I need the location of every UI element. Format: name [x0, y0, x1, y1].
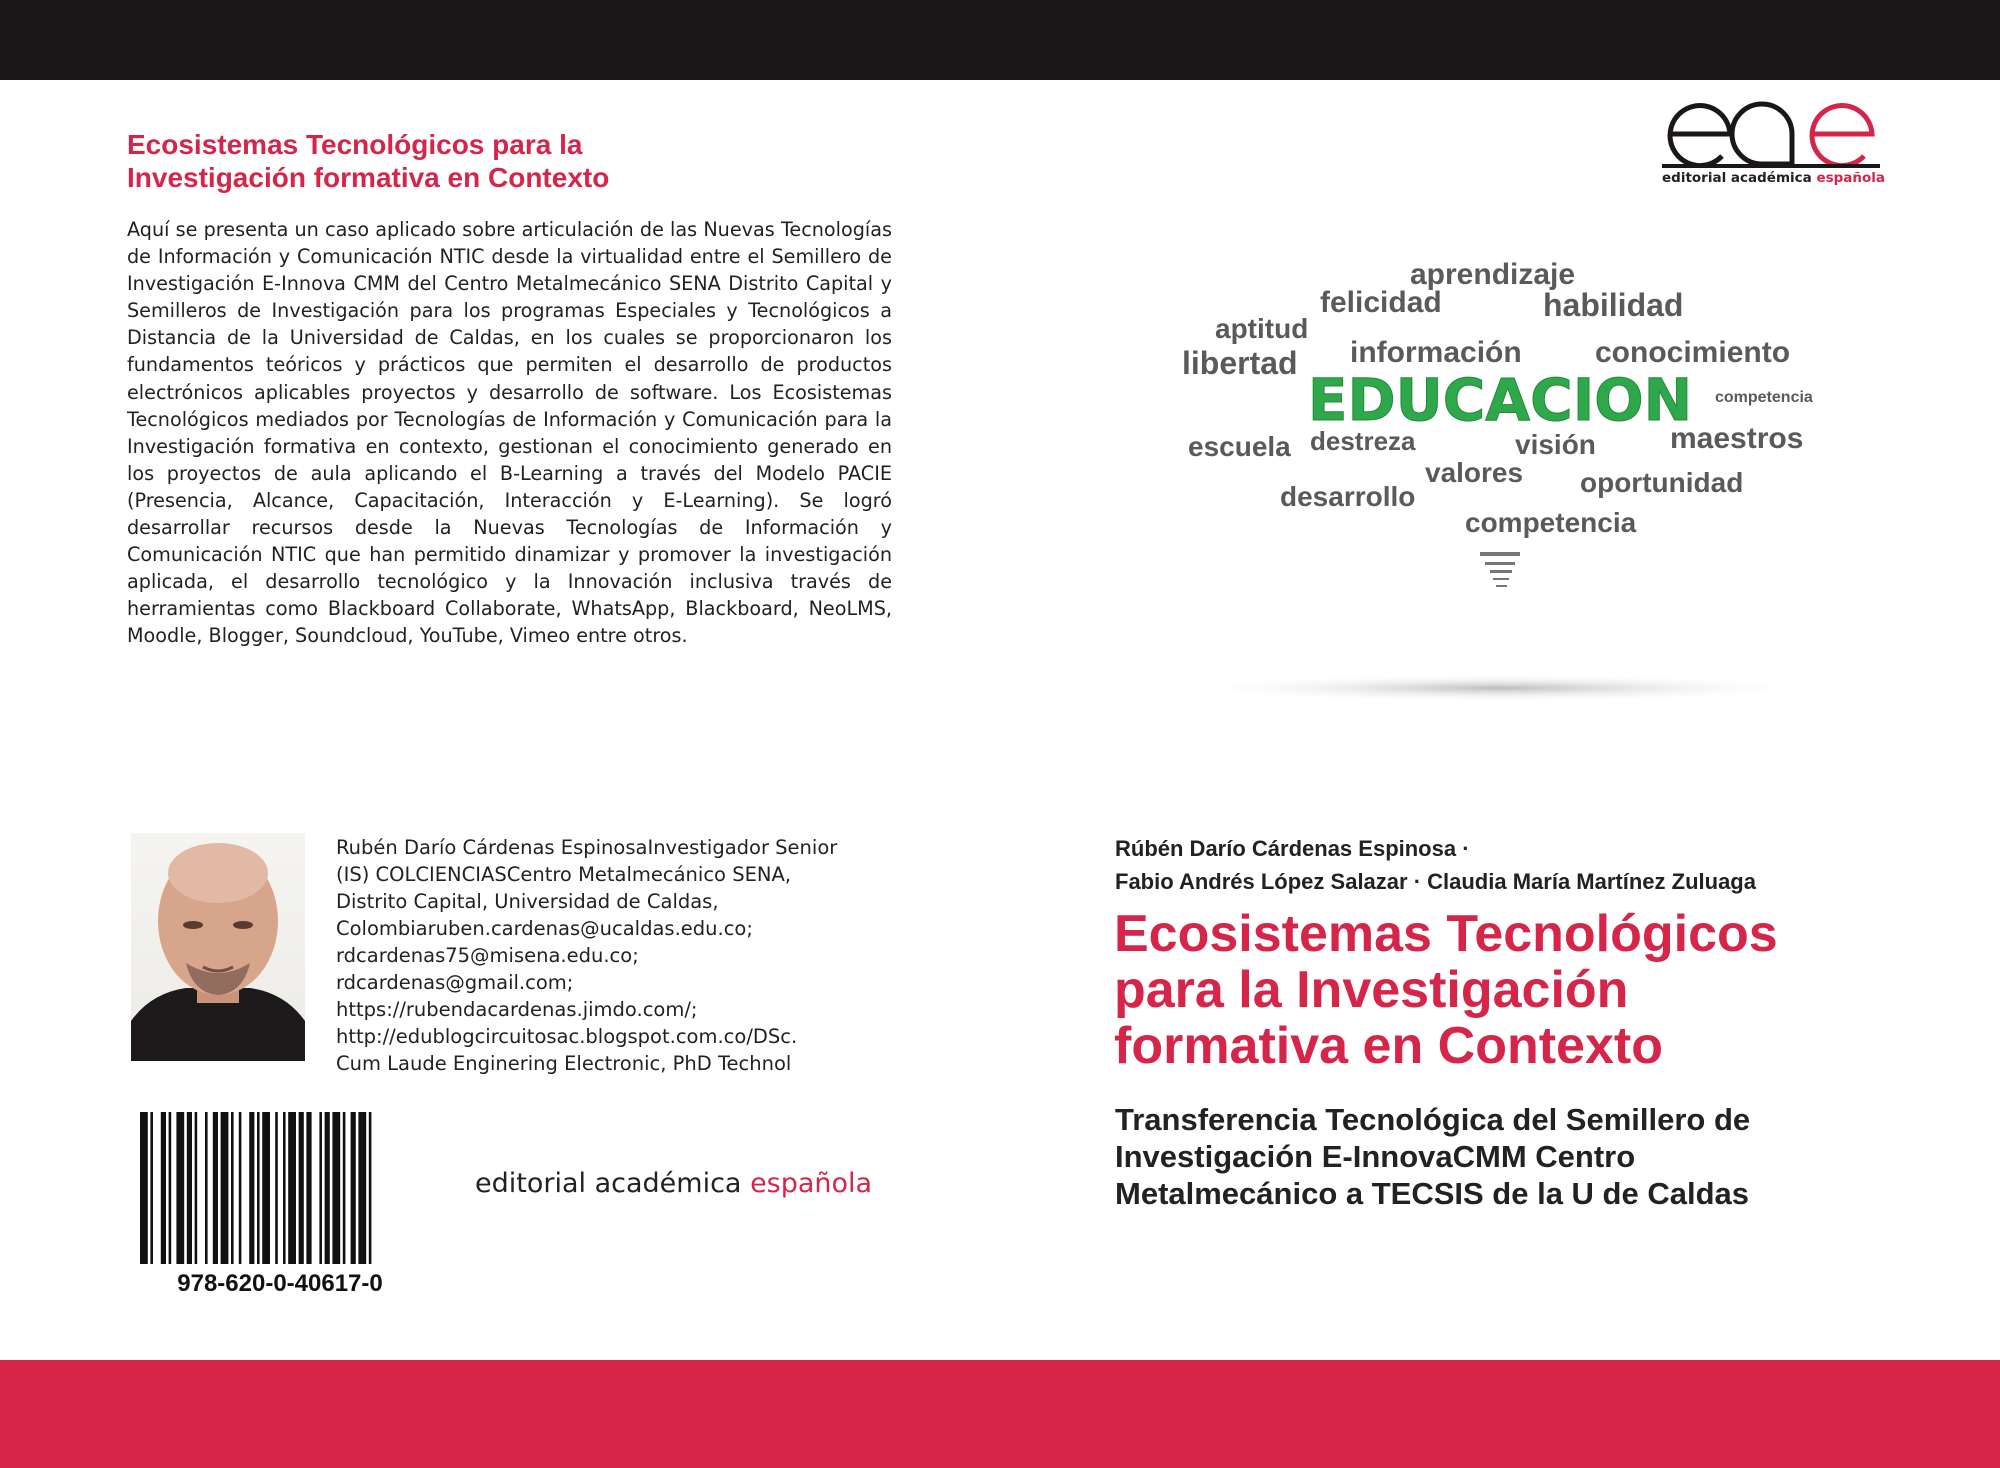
publisher-name-accent: española — [750, 1168, 873, 1199]
front-cover-title — [1114, 906, 1994, 1074]
barcode-bar — [150, 1112, 153, 1264]
education-word-cloud — [1140, 240, 1860, 710]
barcode-bar — [140, 1112, 148, 1264]
logo-caption-plain: editorial académica — [1662, 170, 1812, 186]
subtitle-line: Metalmecánico a TECSIS de la U de Caldas — [1115, 1176, 1750, 1211]
barcode-bar — [239, 1112, 242, 1264]
publisher-name-plain: editorial académica — [475, 1168, 742, 1199]
barcode-bar — [325, 1112, 330, 1264]
author-line: Fabio Andrés López Salazar · Claudia María Martínez Zuluaga — [1115, 869, 1756, 894]
barcode-bar — [195, 1112, 198, 1264]
cloud-word: habilidad — [1543, 287, 1684, 323]
barcode-bar — [221, 1112, 229, 1264]
barcode-bar — [231, 1112, 234, 1264]
back-cover-blurb: Aquí se presenta un caso aplicado sobre articulación de las Nuevas Tecnologías de Información y Comunicación NTIC desde la virtualidad entre el Semillero de Investigación E-Innova CMM del Centro Metalmecánico SENA Distrito Capital y Semilleros de Investigación para los programas Especiales y Tecnológicos a Distancia de la Universidad de Caldas, en los cuales se proporcionaron los fundamentos teóricos y prácticos que permiten el desarrollo de productos electrónicos aplicables proyectos y desarrollo de software. Los Ecosistemas Tecnológicos mediados por Tecnologías de Información y Comunicación para la Investigación formativa en contexto, gestionan el conocimiento generado en los proyectos de aula aplicando el B-Learning a través del Modelo PACIE (Presencia, Alcance, Capacitación, Interacción y E-Learning). Se logró desarrollar recursos desde la Nuevas Tecnologías de Información y Comunicación NTIC que han permitido dinamizar y promover la investigación aplicada, el desarrollo tecnológico y la Innovación inclusiva través de herramientas como Blackboard Collaborate, WhatsApp, Blackboard, NeoLMS, Moodle, Blogger, Soundcloud, YouTube, Vimeo entre otros. — [127, 218, 892, 648]
isbn-number: 978-620-0-40617-0 — [177, 1270, 383, 1297]
author-photo — [131, 833, 305, 1061]
barcode-bar — [351, 1112, 356, 1264]
barcode-bar — [275, 1112, 278, 1264]
barcode-bar — [257, 1112, 260, 1264]
barcode-bar — [288, 1112, 296, 1264]
cloud-word: competencia — [1715, 389, 1813, 406]
barcode-bar — [187, 1112, 192, 1264]
barcode-bar — [332, 1112, 340, 1264]
cloud-word: desarrollo — [1280, 481, 1416, 512]
author-bio-line: (IS) COLCIENCIASCentro Metalmecánico SENA, — [336, 863, 792, 886]
barcode-bar — [343, 1112, 346, 1264]
cloud-word: oportunidad — [1580, 467, 1744, 498]
author-bio-line: Cum Laude Enginering Electronic, PhD Technol — [336, 1052, 792, 1075]
back-title-line-2: Investigación formativa en Contexto — [127, 162, 610, 193]
barcode-bar — [369, 1112, 372, 1264]
subtitle-line: Transferencia Tecnológica del Semillero de — [1115, 1102, 1751, 1137]
author-bio — [336, 834, 896, 1077]
publisher-name — [475, 1168, 872, 1199]
cloud-word: valores — [1425, 457, 1524, 488]
barcode-bar — [262, 1112, 270, 1264]
barcode-bar — [176, 1112, 184, 1264]
author-line: Rúbén Darío Cárdenas Espinosa · — [1115, 836, 1470, 861]
front-title-line-2: para la Investigación — [1114, 961, 1629, 1019]
cloud-main-word: EDUCACION — [1307, 366, 1693, 434]
front-subtitle — [1115, 1101, 1995, 1212]
cloud-word: conocimiento — [1595, 336, 1791, 369]
front-title-line-3: formativa en Contexto — [1114, 1017, 1663, 1075]
isbn-barcode — [140, 1112, 420, 1264]
barcode-bar — [283, 1112, 286, 1264]
barcode-bar — [161, 1112, 166, 1264]
cloud-word: información — [1350, 336, 1522, 369]
cloud-word: maestros — [1670, 422, 1804, 455]
barcode-bar — [213, 1112, 218, 1264]
cloud-word: destreza — [1310, 426, 1416, 456]
logo-caption — [1662, 170, 1902, 186]
subtitle-line: Investigación E-InnovaCMM Centro — [1115, 1139, 1636, 1174]
cloud-word: escuela — [1188, 431, 1291, 462]
author-bio-line: Rubén Darío Cárdenas EspinosaInvestigador Senior — [336, 836, 838, 859]
barcode-bar — [319, 1112, 322, 1264]
cloud-word: visión — [1515, 429, 1596, 460]
front-authors — [1115, 832, 1995, 898]
back-title-line-1: Ecosistemas Tecnológicos para la — [127, 129, 583, 160]
author-bio-line: rdcardenas@gmail.com; — [336, 971, 574, 994]
bottom-accent-band — [0, 1360, 2000, 1468]
author-bio-line: Distrito Capital, Universidad de Caldas, — [336, 890, 719, 913]
barcode-bar — [205, 1112, 208, 1264]
cloud-word: aprendizaje — [1410, 258, 1576, 291]
barcode-bar — [299, 1112, 304, 1264]
cloud-word: aptitud — [1215, 313, 1309, 344]
cloud-word: competencia — [1465, 507, 1637, 538]
logo-caption-accent: española — [1816, 170, 1886, 186]
back-cover-title — [127, 128, 887, 194]
cloud-word: libertad — [1182, 345, 1298, 381]
publisher-logo — [1660, 98, 1886, 190]
top-dark-band — [0, 0, 2000, 80]
word-cloud-shadow — [1180, 674, 1820, 702]
cloud-word: felicidad — [1320, 286, 1442, 319]
author-bio-line: Colombiaruben.cardenas@ucaldas.edu.co; — [336, 917, 753, 940]
barcode-bar — [249, 1112, 254, 1264]
barcode-bar — [306, 1112, 311, 1264]
barcode-bar — [358, 1112, 366, 1264]
front-title-line-1: Ecosistemas Tecnológicos — [1114, 905, 1778, 963]
author-bio-line: rdcardenas75@misena.edu.co; — [336, 944, 639, 967]
author-bio-line: http://edublogcircuitosac.blogspot.com.co/DSc. — [336, 1025, 798, 1048]
barcode-bar — [169, 1112, 172, 1264]
author-bio-line: https://rubendacardenas.jimdo.com/; — [336, 998, 698, 1021]
